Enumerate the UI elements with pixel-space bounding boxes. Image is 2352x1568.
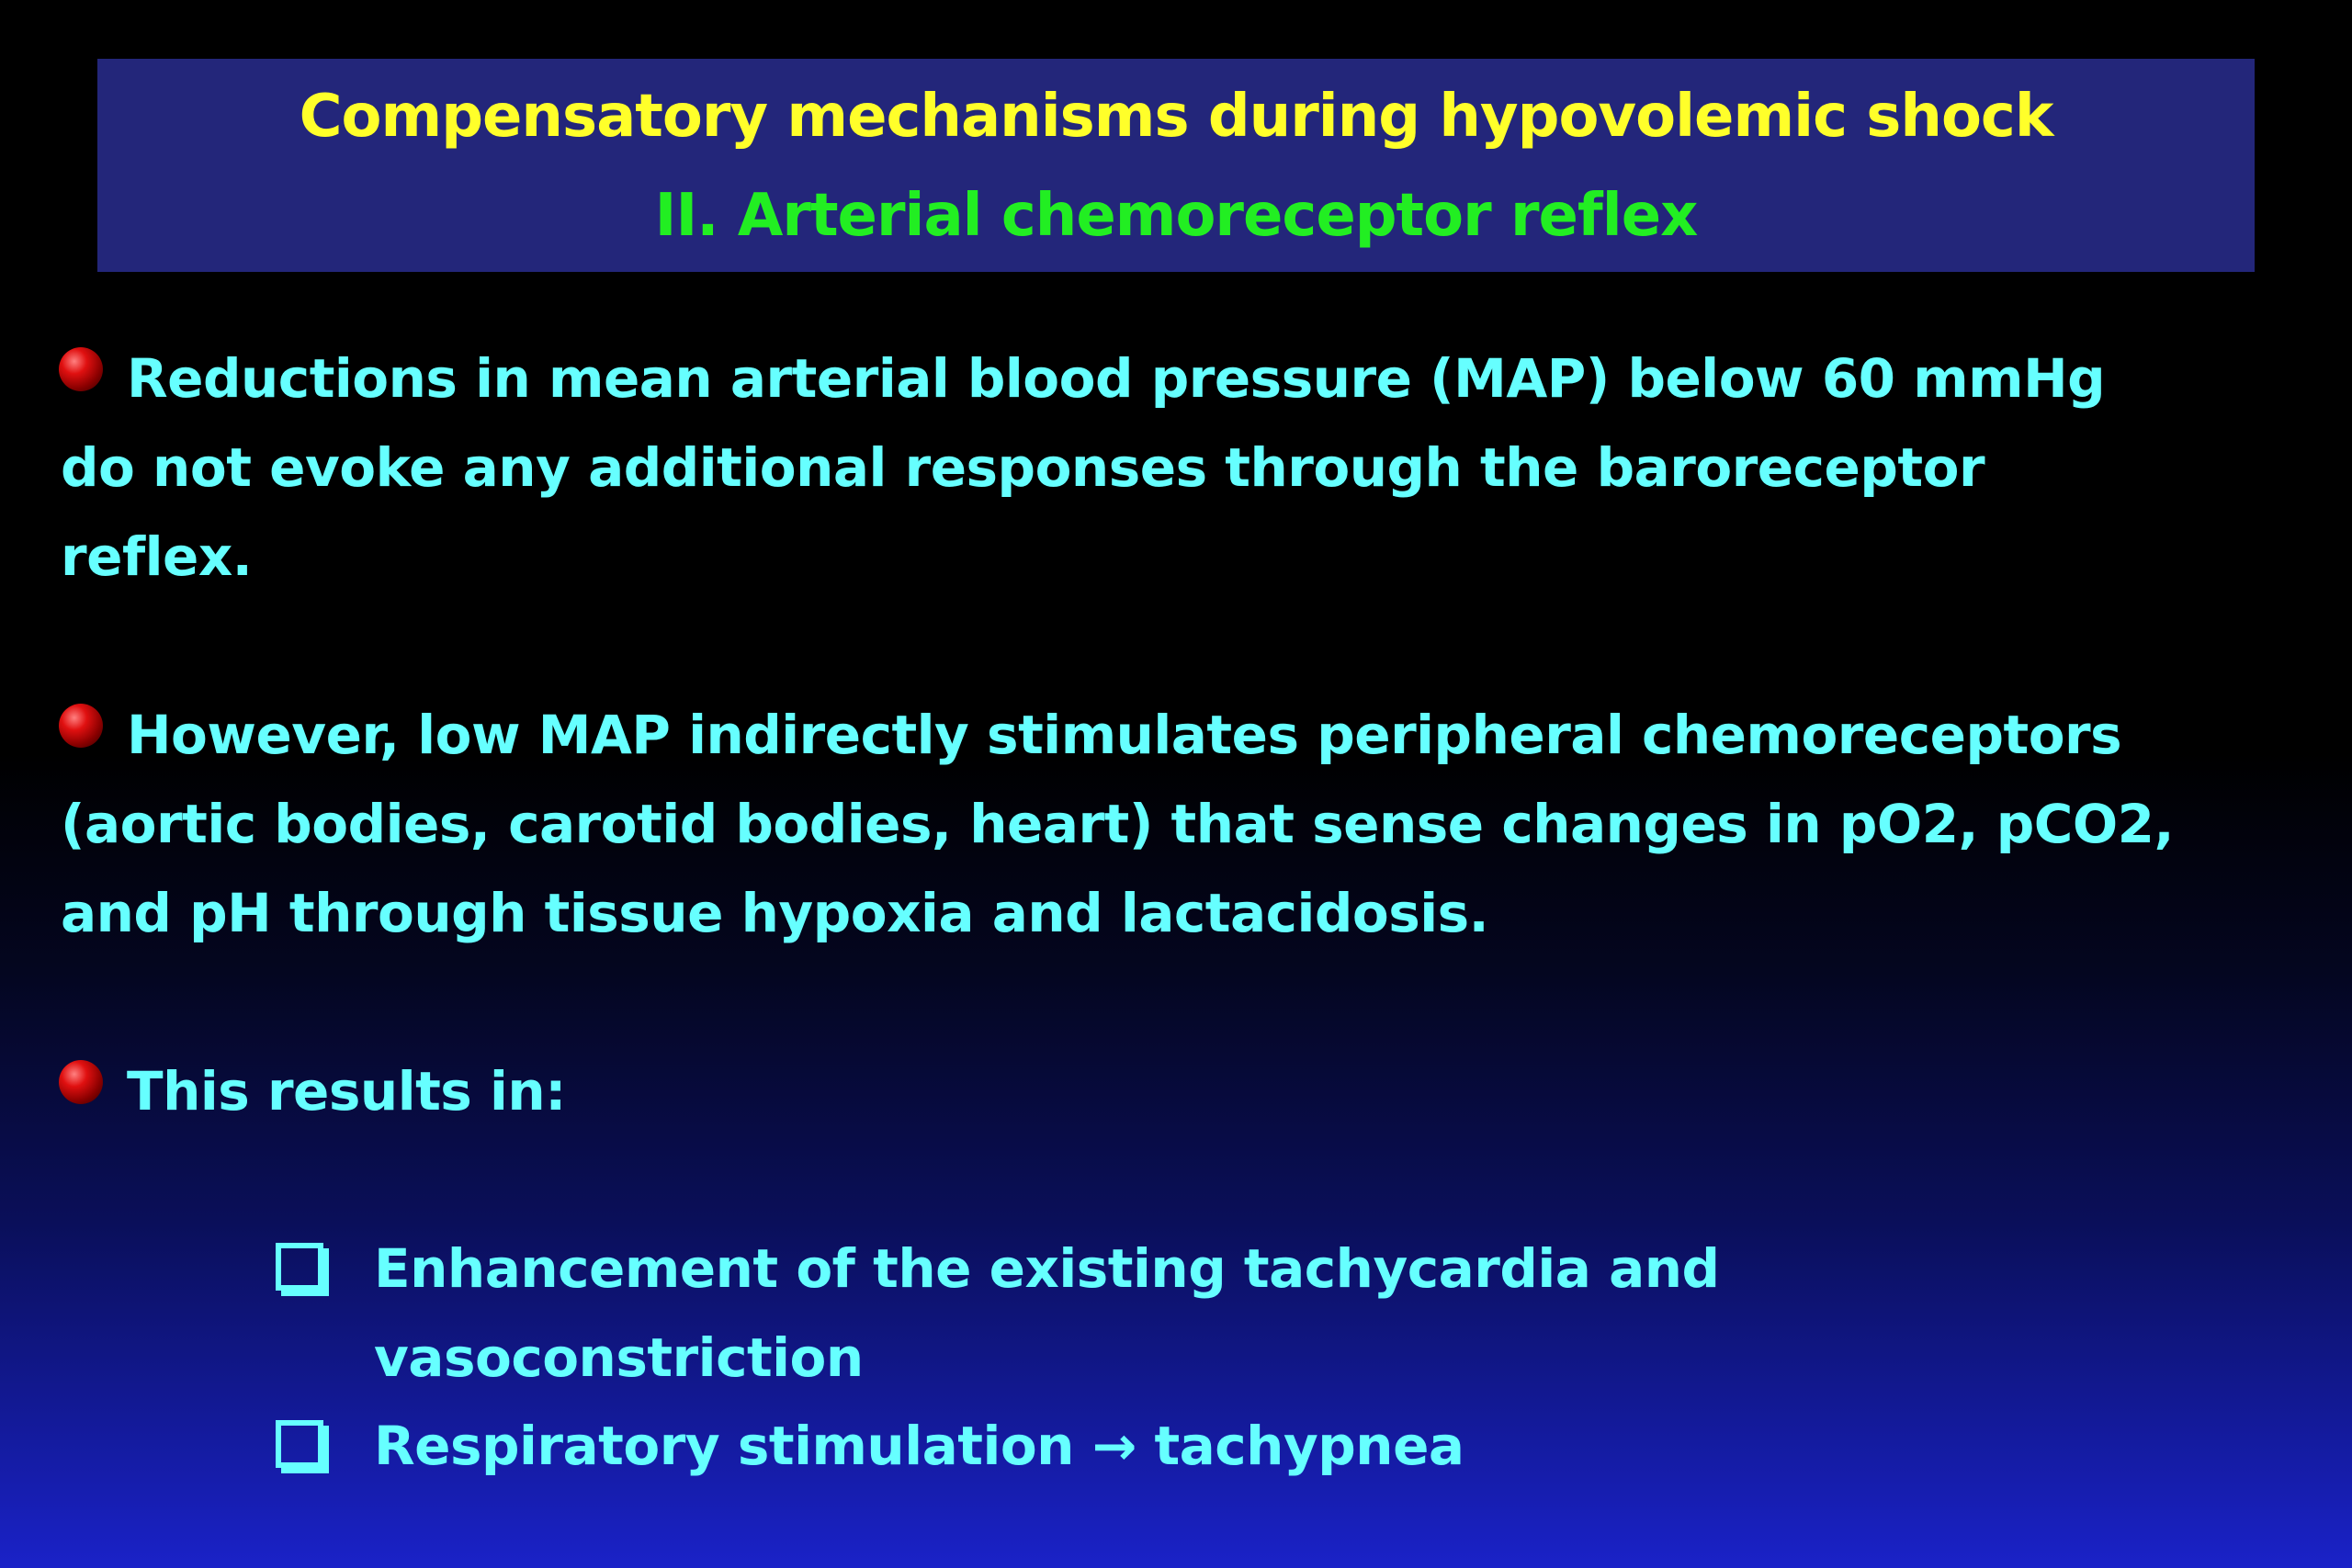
bullet-text: (aortic bodies, carotid bodies, heart) that sense changes in pO2, pCO2, — [61, 793, 2175, 855]
sub-list-item-1 — [0, 1224, 2352, 1408]
bullet-text: However, low MAP indirectly stimulates peripheral chemoreceptors — [127, 704, 2122, 766]
bullet-line — [61, 334, 2293, 423]
red-bullet-icon — [59, 704, 103, 748]
red-bullet-icon — [59, 347, 103, 391]
checkbox-square-icon — [276, 1243, 323, 1291]
sub-item-text: Respiratory stimulation → tachypnea — [374, 1415, 1464, 1477]
bullet-text: reflex. — [61, 525, 253, 588]
bullet-line — [61, 691, 2293, 780]
bullet-line — [61, 1047, 2293, 1136]
checkbox-square-icon — [276, 1420, 323, 1468]
bullet-text: and pH through tissue hypoxia and lactacidosis. — [61, 882, 1489, 944]
sub-item-text: vasoconstriction — [374, 1326, 864, 1389]
sub-list-item-2 — [0, 1402, 2352, 1494]
bullet-item-2 — [61, 691, 2293, 958]
bullet-text: This results in: — [127, 1060, 566, 1122]
bullet-item-3 — [61, 1047, 2293, 1136]
red-bullet-icon — [59, 1060, 103, 1104]
bullet-text: do not evoke any additional responses through the baroreceptor — [61, 436, 1985, 499]
bullet-text: Reductions in mean arterial blood pressure (MAP) below 60 mmHg — [127, 347, 2106, 410]
slide-title-box — [97, 59, 2255, 272]
bullet-item-1 — [61, 334, 2293, 602]
slide-subtitle: II. Arterial chemoreceptor reflex — [654, 182, 1698, 250]
sub-item-text: Enhancement of the existing tachycardia and — [374, 1237, 1720, 1300]
slide-title: Compensatory mechanisms during hypovolemic shock — [299, 83, 2053, 151]
